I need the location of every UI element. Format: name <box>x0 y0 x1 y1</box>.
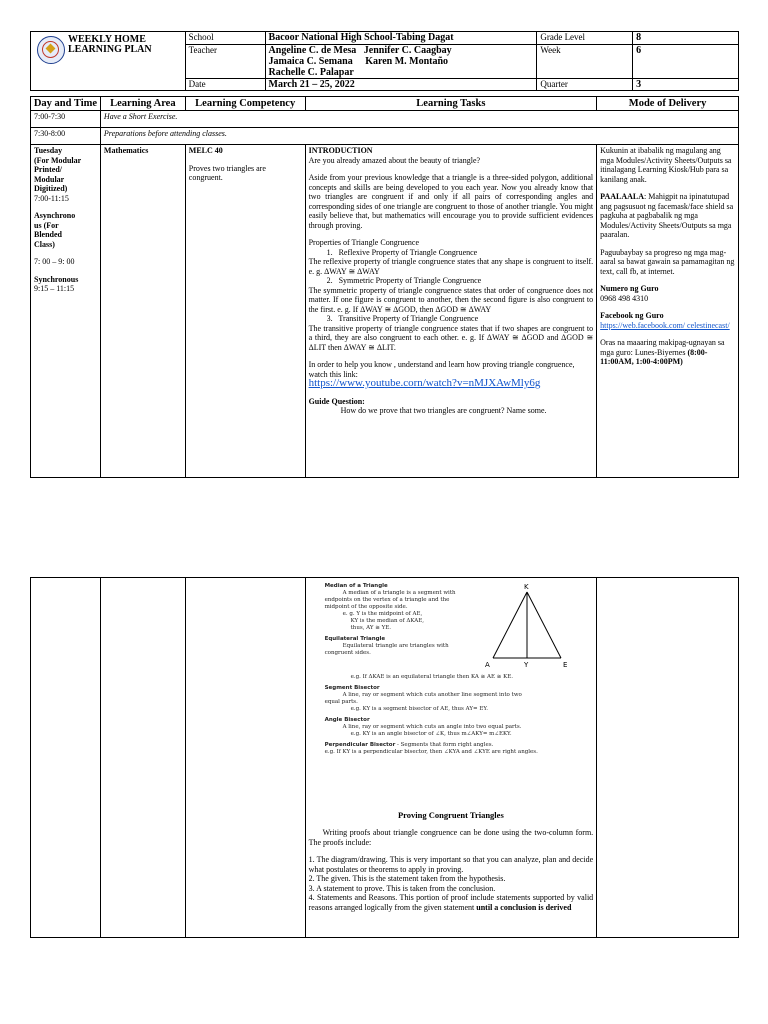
side-ka <box>493 592 527 658</box>
perpendicular-bisector <box>325 742 605 749</box>
date-label: Date <box>185 78 265 91</box>
day-time-cell <box>31 145 101 478</box>
paalala-text: : Mahigpit na ipinatutupad ang pagsusuot ng facemask/face shield sa pagkuha at pagbabalik ng mga Modules/Activity Sheets/Outputs sa mga paaralan. <box>600 192 734 239</box>
date-value: March 21 – 25, 2022 <box>268 78 355 90</box>
side-ke <box>527 592 561 658</box>
school-label: School <box>185 32 265 45</box>
delivery-paalala <box>600 192 735 240</box>
equilateral-heading: Equilateral Triangle <box>324 636 386 642</box>
plan-title: WEEKLY HOME LEARNING PLAN <box>68 34 152 55</box>
day-line-2: (For Modular <box>34 155 82 165</box>
median-heading: Median of a Triangle <box>324 583 388 589</box>
page2-competency-cell <box>185 578 305 938</box>
async-time: 7: 00 – 9: 00 <box>34 257 75 266</box>
day-line-1: Tuesday <box>34 146 63 155</box>
segment-bisector-heading: Segment Bisector <box>324 685 380 691</box>
equilateral-text-2: congruent sides. <box>324 650 371 656</box>
perpendicular-text: - Segments that form right angles. <box>395 742 494 748</box>
page2-table <box>30 577 739 938</box>
async-line-3: Blended <box>34 230 63 239</box>
segment-bisector-text-1: A line, ray or segment which cuts another line segment into two <box>342 692 522 698</box>
perpendicular-heading: Perpendicular Bisector <box>324 742 396 748</box>
async-line-1: Asynchrono <box>34 211 76 220</box>
delivery-text-1: Kukunin at ibabalik ng magulang ang mga Modules/Activity Sheets/Outputs sa itinalagang Learning Kiosk/Hub para sa kanilang anak. <box>600 146 732 184</box>
property-2-title: 2. Symmetric Property of Triangle Congruence <box>326 276 482 285</box>
sync-time: 9:15 – 11:15 <box>34 284 75 293</box>
col-learning-tasks: Learning Tasks <box>305 97 597 111</box>
teacher-line-3: Rachelle C. Palapar <box>268 66 354 78</box>
col-competency: Learning Competency <box>185 97 305 111</box>
page2-delivery-cell <box>597 578 739 938</box>
triangle-kae-diagram <box>483 582 579 672</box>
contact-hours-text: Oras na maaaring makipag-ugnayan sa mga guro: Lunes-Biyernes <box>600 338 725 357</box>
guide-question-text: How do we prove that two triangles are congruent? Name some. <box>340 406 547 415</box>
median-eg-1: e. g. Y is the midpoint of AE, <box>342 611 423 617</box>
melc-code: MELC 40 <box>188 146 223 155</box>
angle-bisector-text: A line, ray or segment which cuts an angle into two equal parts. <box>342 724 522 730</box>
proof-step-2: 2. The given. This is the statement taken from the hypothesis. <box>308 874 506 883</box>
triangle-definitions-figure <box>309 580 594 808</box>
page2-day-cell <box>31 578 101 938</box>
page2-tasks-cell <box>305 578 597 938</box>
property-1-title: 1. Reflexive Property of Triangle Congruence <box>326 247 478 257</box>
schedule-row-preparations <box>31 128 739 145</box>
proof-step-4-text: 4. Statements and Reasons. This portion of proof include statements supported by valid reasons arranged logically from the given statement <box>308 893 594 912</box>
grade-label: Grade Level <box>537 32 633 45</box>
median-eg-3: thus, AY ≅ YE. <box>350 625 392 631</box>
deped-seal-icon <box>37 36 65 64</box>
day-line-5: Digitized) <box>34 184 68 193</box>
median-text-2: endpoints on the vertex of a triangle and the <box>324 597 450 603</box>
day-time-1: 7:00-11:15 <box>34 193 69 203</box>
competency-text: Proves two triangles are congruent. <box>188 163 266 182</box>
row1-time: 7:00-7:30 <box>31 111 101 128</box>
page2-row <box>31 578 739 938</box>
facebook-label: Facebook ng Guro <box>600 311 664 320</box>
label-y: Y <box>523 661 528 669</box>
day-line-4: Modular <box>34 174 65 184</box>
delivery-text-2: Paguubaybay sa progreso ng mga mag-aaral sa bawat gawain sa pamamagitan ng text, call fb, at internet. <box>600 247 735 276</box>
learning-area-value: Mathematics <box>103 146 149 155</box>
page2-area-cell <box>100 578 185 938</box>
column-header-row <box>31 97 739 111</box>
learning-tasks-cell <box>305 145 597 478</box>
row1-task: Have a Short Exercise. <box>100 111 738 128</box>
proving-text-block <box>309 828 594 912</box>
col-learning-area: Learning Area <box>100 97 185 111</box>
contact-hours <box>600 338 735 367</box>
guide-question-label: Guide Question: <box>308 396 365 406</box>
median-eg-2: KY is the median of ΔKAE, <box>350 618 424 624</box>
proof-step-4 <box>309 893 594 912</box>
schedule-row-exercise <box>31 111 739 128</box>
segment-bisector-text-2: equal parts. <box>324 699 358 705</box>
week-label: Week <box>537 44 633 78</box>
property-1-text: The reflexive property of triangle congruence states that any shape is congruent to itself. e. g. ΔWAY ≅ ΔWAY <box>308 257 594 276</box>
mode-of-delivery-cell <box>597 145 739 478</box>
schedule-row-mathematics <box>31 145 739 478</box>
label-k: K <box>523 583 529 591</box>
equilateral-text-1: Equilateral triangle are triangles with <box>342 643 449 649</box>
quarter-label: Quarter <box>537 78 633 91</box>
label-e: E <box>562 661 567 669</box>
video-intro: In order to help you know , understand and learn how proving triangle congruence, watch this link: <box>308 360 575 379</box>
quarter-value: 3 <box>636 78 642 90</box>
col-mode-of-delivery: Mode of Delivery <box>597 97 739 111</box>
proof-step-4-bold: until a conclusion is derived <box>476 902 572 912</box>
facebook-link[interactable]: https://web.facebook.com/ celestinecast/ <box>600 320 730 330</box>
col-day-time: Day and Time <box>31 97 101 111</box>
competency-cell <box>185 145 305 478</box>
angle-bisector-heading: Angle Bisector <box>324 717 370 723</box>
logo-cell <box>31 32 186 91</box>
teacher-line-2: Jamaica C. Semana Karen M. Montaño <box>268 55 449 67</box>
property-2-text: The symmetric property of triangle congruence states that order of congruence does not matter. If one figure is congruent to another, then the second figure is also congruent to the first. e. g. If ΔWAY ≅ ΔGOD, then ΔGOD ≅ ΔWAY <box>308 285 594 314</box>
sync-label: Synchronous <box>34 274 79 284</box>
property-3-title: 3. Transitive Property of Triangle Congruence <box>326 314 479 323</box>
contact-hours-time: (8:00-11:00AM, 1:00-4:00PM) <box>600 347 708 366</box>
teacher-line-1: Angeline C. de Mesa Jennifer C. Caagbay <box>268 44 452 56</box>
segment-bisector-eg: e.g. KY is a segment bisector of AE, thus AY= EY. <box>350 706 489 712</box>
school-value: Bacoor National High School-Tabing Dagat <box>268 32 454 43</box>
learning-plan-table <box>30 96 739 478</box>
teacher-label: Teacher <box>185 44 265 78</box>
proving-title: Proving Congruent Triangles <box>397 810 504 820</box>
label-a: A <box>484 661 490 669</box>
grade-value: 8 <box>636 32 642 43</box>
proof-step-1: 1. The diagram/drawing. This is very important so that you can analyze, plan and decide what postulates or theorems to apply in proving. <box>308 855 594 874</box>
teacher-number: 0968 498 4310 <box>600 293 649 303</box>
week-value: 6 <box>636 44 642 56</box>
async-line-2: us (For <box>34 220 59 230</box>
property-3-text: The transitive property of triangle congruence states that if two shapes are congruent to a third, they are also congruent to each other. e. g. If ΔWAY ≅ ΔGOD and ΔGOD ≅ ΔLIT then ΔWAY ≅ ΔLIT. <box>308 323 594 352</box>
paalala-label: PAALAALA <box>600 192 645 201</box>
row2-task: Preparations before attending classes. <box>100 128 738 145</box>
proving-intro: Writing proofs about triangle congruence can be done using the two-column form. The proofs include: <box>308 828 594 847</box>
perpendicular-eg: e.g. If KY is a perpendicular bisector, then ∠KYA and ∠KYE are right angles. <box>324 749 538 755</box>
intro-heading: INTRODUCTION <box>308 146 373 155</box>
row2-time: 7:30-8:00 <box>31 128 101 145</box>
async-line-4: Class) <box>34 239 55 249</box>
properties-heading: Properties of Triangle Congruence <box>308 238 420 247</box>
equilateral-eg: e.g. If ΔKAE is an equilateral triangle then KA ≅ AE ≅ KE. <box>350 674 513 680</box>
teacher-names <box>265 44 537 78</box>
intro-question: Are you already amazed about the beauty of triangle? <box>308 155 481 165</box>
median-text-3: midpoint of the opposite side. <box>324 604 408 610</box>
intro-paragraph: Aside from your previous knowledge that a triangle is a three-sided polygon, additional concepts and skills are being developed to you each year. Now you already know that two triangles are congruent if and only if all pairs of corresponding angles and corresponding sides of one triangle are congruent to those of another triangle. You might easily believe that, but mathematics will encourage you to provide sufficient evidences through proving. <box>308 173 594 230</box>
proof-step-3: 3. A statement to prove. This is taken from the conclusion. <box>308 883 496 893</box>
day-line-3: Printed/ <box>34 165 62 174</box>
youtube-link[interactable]: https://www.youtube.corn/watch?v=nMJXAwMly6g <box>308 377 541 389</box>
median-text-1: A median of a triangle is a segment with <box>342 590 456 596</box>
angle-bisector-eg: e.g. KY is an angle bisector of ∠K, thus m∠AKY= m∠EKY. <box>350 731 512 737</box>
learning-area-cell <box>100 145 185 478</box>
header-table <box>30 31 739 91</box>
teacher-number-label: Numero ng Guro <box>600 284 659 293</box>
definitions-continued <box>325 674 605 756</box>
